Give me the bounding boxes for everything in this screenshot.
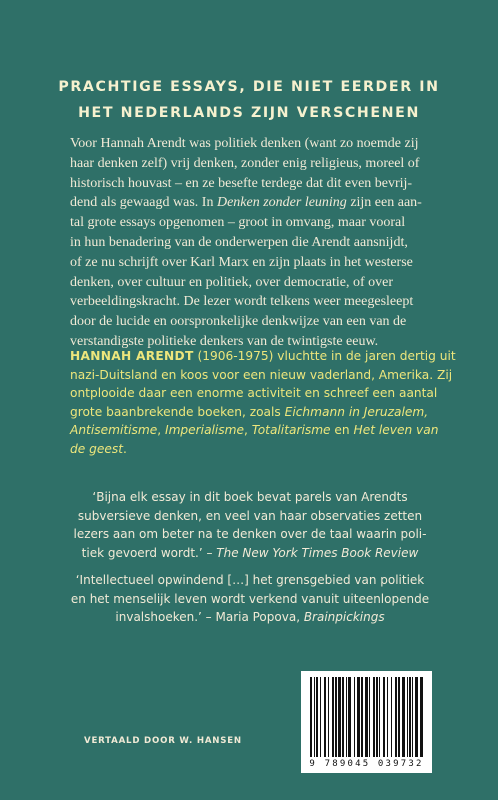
barcode-bar: [348, 677, 351, 757]
author-line: [70, 440, 446, 459]
book-title: Eichmann in Jeruzalem,: [284, 404, 429, 419]
barcode-bar: [354, 677, 355, 757]
headline: [30, 74, 468, 126]
barcode-bar: [420, 677, 423, 757]
quote-line: ‘Bijna elk essay in dit boek bevat parels van Arendts: [92, 490, 408, 504]
barcode-bar: [395, 677, 397, 757]
separator: .: [122, 441, 127, 456]
barcode-bar: [320, 677, 321, 757]
quote-source: The New York Times Book Review: [216, 545, 419, 560]
barcode-bar: [335, 677, 337, 757]
barcode-bar: [398, 677, 400, 757]
barcode-bar: [383, 677, 385, 757]
isbn-digits: 9 789045 039732: [309, 759, 424, 769]
intro-line: tal grote essays opgenomen – groot in omvang, maar vooral: [70, 215, 406, 231]
author-line: nazi-Duitsland en koos voor een nieuw vaderland, Amerika. Zij: [70, 367, 453, 382]
barcode-bar: [402, 677, 405, 757]
intro-line: verstandigste politieke denkers van de twintigste eeuw.: [70, 333, 379, 349]
author-line: [70, 421, 446, 440]
author-line: [70, 347, 456, 366]
separator: en: [330, 423, 354, 438]
barcode-bar: [379, 677, 380, 757]
quote-line: lezers aan om beter na te denken over de taal waarin poli-: [73, 527, 427, 542]
separator: ,: [157, 423, 165, 438]
quote-line: subversieve denken, en veel van haar observaties zetten: [77, 508, 423, 523]
author-line: ontplooide daar een enorme activiteit en schreef een aantal: [70, 386, 438, 401]
intro-line: in hun benadering van de onderwerpen die Arendt aansnijdt,: [70, 234, 408, 250]
intro-paragraph: [70, 134, 442, 352]
book-title: Totalitarisme: [251, 423, 331, 438]
barcode-bar: [310, 677, 312, 757]
book-title: Het leven van: [353, 423, 439, 438]
intro-text: zijn een aan-: [346, 195, 422, 211]
headline-line-2: HET NEDERLANDS ZIJN VERSCHENEN: [78, 105, 420, 121]
barcode-bar: [407, 677, 408, 757]
quote-line: en het menselijk leven wordt verkend vanuit uiteenlopende: [70, 591, 430, 606]
barcode-bar: [409, 677, 411, 757]
barcode-bar: [412, 677, 413, 757]
intro-line: of ze nu schrijft over Karl Marx en zijn plaats in het westerse: [70, 254, 413, 270]
intro-line: haar denken zelf) vrij denken, zonder enig religieus, moreel of: [70, 155, 420, 171]
quote-line: [60, 544, 440, 563]
author-line: [70, 403, 446, 422]
barcode-bar: [357, 677, 360, 757]
barcode-bar: [328, 677, 329, 757]
book-title: Denken zonder leuning: [216, 195, 347, 211]
quote-line: ‘Intellectueel opwindend […] het grensgebied van politiek: [75, 573, 425, 587]
intro-line: verbeeldingskracht. De lezer wordt telkens weer meegesleept: [70, 294, 414, 310]
author-text: grote baanbrekende boeken, zoals: [70, 404, 285, 419]
barcode-bars: [301, 671, 432, 761]
author-bio: [70, 347, 456, 459]
separator: ,: [244, 423, 252, 438]
barcode-bar: [332, 677, 334, 757]
barcode-bar: [391, 677, 392, 757]
barcode-bar: [365, 677, 368, 757]
barcode-bar: [369, 677, 370, 757]
intro-line: Voor Hannah Arendt was politiek denken (want zo noemde zij: [70, 136, 419, 151]
book-title: de geest: [70, 441, 123, 456]
barcode-bar: [415, 677, 418, 757]
author-name: HANNAH ARENDT: [70, 349, 194, 363]
barcode-bar: [346, 677, 347, 757]
intro-text: dend als gewaagd was. In: [70, 195, 217, 211]
quote-line: [60, 608, 440, 627]
isbn-barcode: [301, 671, 432, 773]
quote-text: invalshoeken.’ – Maria Popova,: [115, 610, 304, 625]
intro-line: historisch houvast – en ze besefte terdege dat dit even bevrij-: [70, 175, 413, 191]
barcode-bar: [314, 677, 315, 757]
review-quote-brainpickings: [60, 571, 440, 627]
author-text: (1906-1975) vluchtte in de jaren dertig uit: [193, 349, 456, 363]
quote-text: tiek gevoerd wordt.’ –: [81, 545, 217, 560]
barcode-bar: [324, 677, 326, 757]
intro-line: denken, over cultuur en politiek, over democratie, of over: [70, 274, 394, 290]
translator-credit: VERTAALD DOOR W. HANSEN: [84, 736, 242, 746]
barcode-bar: [376, 677, 378, 757]
intro-line: [70, 193, 442, 213]
barcode-bar: [373, 677, 375, 757]
headline-line-1: PRACHTIGE ESSAYS, DIE NIET EERDER IN: [58, 79, 440, 95]
review-quote-nyt: [60, 488, 440, 562]
barcode-bar: [342, 677, 344, 757]
book-title: Antisemitisme: [70, 423, 158, 438]
barcode-bar: [338, 677, 341, 757]
barcode-bar: [361, 677, 363, 757]
quote-source: Brainpickings: [303, 610, 385, 625]
book-title: Imperialisme: [164, 423, 245, 438]
intro-line: door de lucide en oorspronkelijke denkwijze van een van de: [70, 314, 407, 330]
barcode-bar: [316, 677, 318, 757]
barcode-bar: [387, 677, 388, 757]
